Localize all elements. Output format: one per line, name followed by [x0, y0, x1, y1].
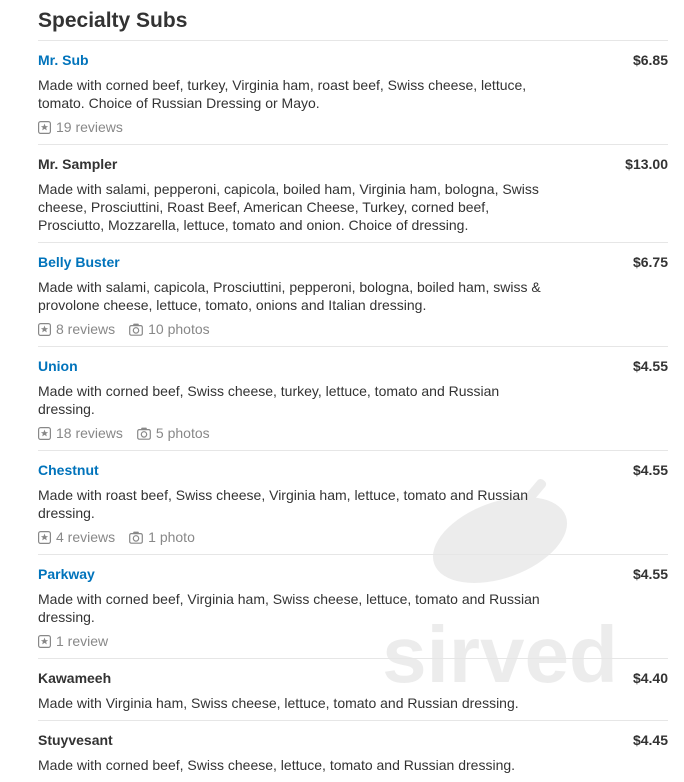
reviews-count: 19 reviews — [56, 119, 123, 135]
menu-item — [38, 243, 668, 347]
item-name: Stuyvesant — [38, 732, 113, 748]
menu-item-list — [38, 41, 668, 782]
photos-link[interactable] — [129, 528, 195, 546]
reviews-link[interactable] — [38, 632, 108, 650]
item-price: $13.00 — [625, 156, 668, 172]
menu-item — [38, 721, 668, 782]
item-name: Mr. Sampler — [38, 156, 118, 172]
item-name[interactable]: Chestnut — [38, 462, 99, 478]
watermark-text: sirved — [382, 610, 618, 699]
menu-item — [38, 41, 668, 145]
item-description: Made with corned beef, Swiss cheese, lettuce, tomato and Russian dressing. — [38, 757, 516, 773]
star-review-icon — [38, 531, 56, 544]
menu-item — [38, 145, 668, 243]
item-description: Made with corned beef, Virginia ham, Swiss cheese, lettuce, tomato and Russian dressing. — [38, 591, 540, 625]
item-price: $4.40 — [632, 670, 668, 686]
photos-link[interactable] — [137, 424, 210, 442]
photos-count: 10 photos — [148, 321, 210, 337]
item-description: Made with corned beef, turkey, Virginia ham, roast beef, Swiss cheese, lettuce, tomato. Choice of Russian Dressing or Mayo. — [38, 77, 527, 111]
item-meta — [38, 528, 668, 546]
reviews-link[interactable] — [38, 118, 123, 136]
reviews-link[interactable] — [38, 528, 115, 546]
reviews-count: 18 reviews — [56, 425, 123, 441]
item-name[interactable]: Parkway — [38, 566, 95, 582]
item-price: $6.75 — [632, 254, 668, 270]
item-price: $4.45 — [632, 732, 668, 748]
menu-item — [38, 555, 668, 659]
item-meta — [38, 320, 668, 338]
reviews-link[interactable] — [38, 320, 115, 338]
menu-section — [38, 0, 668, 782]
menu-item — [38, 347, 668, 451]
item-description: Made with corned beef, Swiss cheese, turkey, lettuce, tomato and Russian dressing. — [38, 383, 500, 417]
camera-icon — [129, 531, 148, 544]
item-description: Made with salami, pepperoni, capicola, boiled ham, Virginia ham, bologna, Swiss cheese, Prosciuttini, Roast Beef, American Cheese, Turkey, corned beef, Prosciutto, Mozzarella, lettuce, tomato and onion. Choice of dressing. — [38, 181, 539, 233]
star-review-icon — [38, 323, 56, 336]
item-name[interactable]: Mr. Sub — [38, 52, 89, 68]
reviews-link[interactable] — [38, 424, 123, 442]
item-description: Made with Virginia ham, Swiss cheese, lettuce, tomato and Russian dressing. — [38, 695, 519, 711]
star-review-icon — [38, 427, 56, 440]
item-price: $4.55 — [632, 358, 668, 374]
item-meta — [38, 118, 668, 136]
item-price: $6.85 — [632, 52, 668, 68]
reviews-count: 4 reviews — [56, 529, 116, 545]
section-title: Specialty Subs — [38, 8, 668, 41]
item-meta — [38, 424, 668, 442]
menu-item — [38, 451, 668, 555]
item-price: $4.55 — [632, 462, 668, 478]
item-name: Kawameeh — [38, 670, 112, 686]
item-meta — [38, 632, 668, 650]
photos-link[interactable] — [129, 320, 210, 338]
menu-item — [38, 659, 668, 721]
item-description: Made with salami, capicola, Prosciuttini, pepperoni, bologna, boiled ham, swiss & provolone cheese, lettuce, tomato, onions and Italian dressing. — [38, 279, 541, 313]
photos-count: 5 photos — [155, 425, 210, 441]
star-review-icon — [38, 121, 56, 134]
camera-icon — [137, 427, 156, 440]
item-price: $4.55 — [632, 566, 668, 582]
reviews-count: 1 review — [56, 633, 109, 649]
star-review-icon — [38, 635, 56, 648]
camera-icon — [129, 323, 148, 336]
reviews-count: 8 reviews — [56, 321, 116, 337]
photos-count: 1 photo — [148, 529, 195, 545]
item-name[interactable]: Union — [38, 358, 78, 374]
item-description: Made with roast beef, Swiss cheese, Virginia ham, lettuce, tomato and Russian dressing. — [38, 487, 528, 521]
item-name[interactable]: Belly Buster — [38, 254, 120, 270]
